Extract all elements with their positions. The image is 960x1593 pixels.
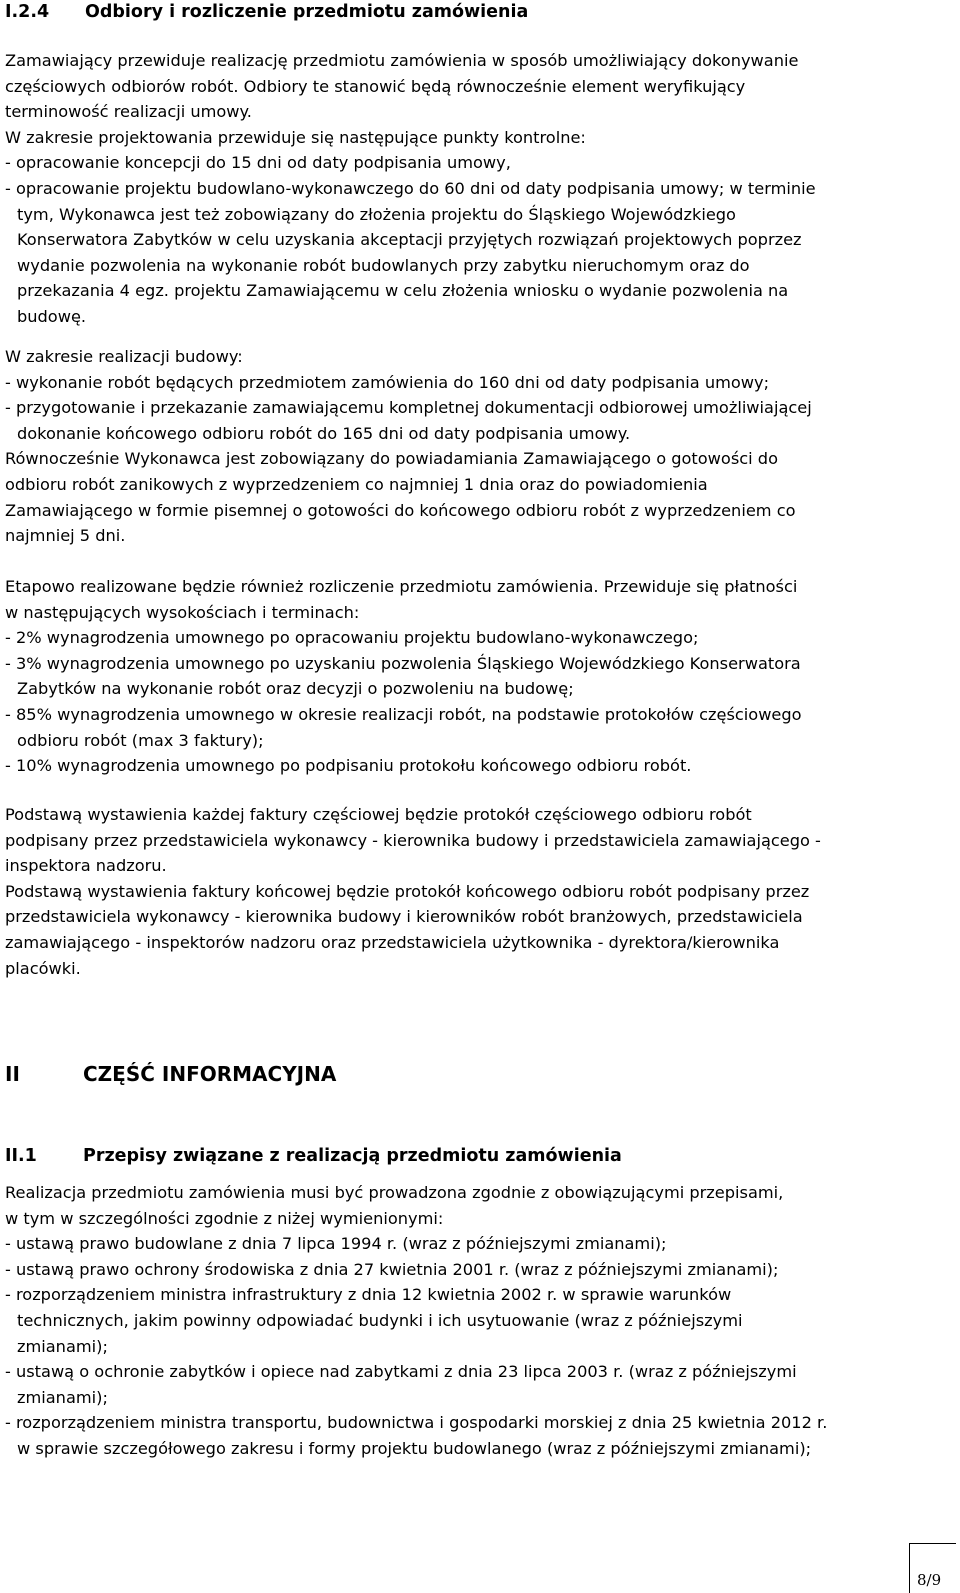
- text-line: inspektora nadzoru.: [5, 856, 167, 876]
- list-item-continuation: tym, Wykonawca jest też zobowiązany do złożenia projektu do Śląskiego Wojewódzkiego: [17, 204, 736, 224]
- paragraph-przepisy: [5, 1180, 953, 1462]
- list-item-continuation: przekazania 4 egz. projektu Zamawiającemu w celu złożenia wniosku o wydanie pozwolenia na: [17, 281, 789, 301]
- text-line: w tym w szczególności zgodnie z niżej wymienionymi:: [5, 1208, 444, 1228]
- text-line: częściowych odbiorów robót. Odbiory te stanowić będą równocześnie element weryfikujący: [5, 76, 746, 96]
- text-line: Równocześnie Wykonawca jest zobowiązany do powiadamiania Zamawiającego o gotowości do: [5, 449, 778, 469]
- text-line: terminowość realizacji umowy.: [5, 102, 252, 122]
- list-item: - opracowanie projektu budowlano-wykonawczego do 60 dni od daty podpisania umowy; w terminie: [5, 178, 816, 198]
- list-item-continuation: w sprawie szczegółowego zakresu i formy projektu budowlanego (wraz z późniejszymi zmianami);: [17, 1438, 812, 1458]
- list-item: - 10% wynagrodzenia umownego po podpisaniu protokołu końcowego odbioru robót.: [5, 756, 692, 776]
- list-item: - ustawą o ochronie zabytków i opiece nad zabytkami z dnia 23 lipca 2003 r. (wraz z późniejszymi: [5, 1362, 797, 1382]
- footer-divider: [910, 1543, 956, 1544]
- section-number: II: [5, 1062, 20, 1086]
- text-line: W zakresie realizacji budowy:: [5, 347, 243, 366]
- text-line: zamawiającego - inspektorów nadzoru oraz przedstawiciela użytkownika - dyrektora/kierownika: [5, 932, 780, 952]
- text-line: placówki.: [5, 958, 81, 978]
- section-number: II.1: [5, 1146, 37, 1166]
- paragraph-odbiory: [5, 48, 953, 330]
- list-item: - ustawą prawo budowlane z dnia 7 lipca 1994 r. (wraz z późniejszymi zmianami);: [5, 1234, 667, 1254]
- list-item-continuation: budowę.: [17, 306, 87, 326]
- section-number: I.2.4: [5, 2, 50, 22]
- list-item: - 85% wynagrodzenia umownego w okresie realizacji robót, na podstawie protokołów częściowego: [5, 704, 802, 724]
- text-line: podpisany przez przedstawiciela wykonawcy - kierownika budowy i przedstawiciela zamawiającego -: [5, 830, 821, 850]
- list-item: - 3% wynagrodzenia umownego po uzyskaniu pozwolenia Śląskiego Wojewódzkiego Konserwatora: [5, 653, 801, 673]
- text-line: w następujących wysokościach i terminach:: [5, 602, 360, 622]
- list-item: - rozporządzeniem ministra infrastruktury z dnia 12 kwietnia 2002 r. w sprawie warunków: [5, 1285, 732, 1305]
- list-item-continuation: zmianami);: [17, 1387, 108, 1407]
- list-item: - rozporządzeniem ministra transportu, budownictwa i gospodarki morskiej z dnia 25 kwietnia 2012 r.: [5, 1413, 828, 1433]
- list-item: - wykonanie robót będących przedmiotem zamówienia do 160 dni od daty podpisania umowy;: [5, 372, 770, 392]
- section-heading-ii1: [5, 1146, 622, 1166]
- page-footer: [0, 1535, 960, 1593]
- list-item-continuation: zmianami);: [17, 1336, 108, 1356]
- list-item-continuation: Zabytków na wykonanie robót oraz decyzji o pozwoleniu na budowę;: [17, 679, 574, 699]
- text-line: Podstawą wystawienia faktury końcowej będzie protokół końcowego odbioru robót podpisany przez: [5, 881, 810, 901]
- list-item-continuation: odbioru robót (max 3 faktury);: [17, 730, 264, 750]
- text-line: Realizacja przedmiotu zamówienia musi być prowadzona zgodnie z obowiązującymi przepisami,: [5, 1183, 784, 1202]
- paragraph-platnosci: [5, 574, 953, 779]
- list-item-continuation: wydanie pozwolenia na wykonanie robót budowlanych przy zabytku nieruchomym oraz do: [17, 255, 750, 275]
- text-line: Podstawą wystawienia każdej faktury częściowej będzie protokół częściowego odbioru robót: [5, 805, 752, 824]
- text-line: Zamawiającego w formie pisemnej o gotowości do końcowego odbioru robót z wyprzedzeniem co: [5, 500, 796, 520]
- text-line: Etapowo realizowane będzie również rozliczenie przedmiotu zamówienia. Przewiduje się płatności: [5, 577, 798, 596]
- text-line: Zamawiający przewiduje realizację przedmiotu zamówienia w sposób umożliwiający dokonywanie: [5, 51, 799, 70]
- list-item-continuation: technicznych, jakim powinny odpowiadać budynki i ich usytuowanie (wraz z późniejszymi: [17, 1310, 743, 1330]
- section-heading-ii: [5, 1062, 336, 1086]
- paragraph-faktury: [5, 802, 953, 981]
- text-line: przedstawiciela wykonawcy - kierownika budowy i kierowników robót branżowych, przedstawiciela: [5, 907, 803, 927]
- footer-separator: [909, 1543, 910, 1593]
- section-title: Odbiory i rozliczenie przedmiotu zamówienia: [85, 2, 529, 22]
- list-item: - przygotowanie i przekazanie zamawiającemu kompletnej dokumentacji odbiorowej umożliwiającej: [5, 398, 812, 418]
- section-title: CZĘŚĆ INFORMACYJNA: [83, 1062, 337, 1086]
- list-item-continuation: Konserwatora Zabytków w celu uzyskania akceptacji przyjętych rozwiązań projektowych poprzez: [17, 230, 802, 250]
- paragraph-realizacja-budowy: [5, 344, 953, 549]
- text-line: W zakresie projektowania przewiduje się następujące punkty kontrolne:: [5, 127, 586, 147]
- page-number: 8/9: [917, 1571, 942, 1589]
- text-line: najmniej 5 dni.: [5, 526, 126, 546]
- list-item-continuation: dokonanie końcowego odbioru robót do 165 dni od daty podpisania umowy.: [17, 423, 631, 443]
- section-title: Przepisy związane z realizacją przedmiotu zamówienia: [83, 1146, 622, 1166]
- list-item: - opracowanie koncepcji do 15 dni od daty podpisania umowy,: [5, 153, 511, 173]
- section-heading-i24: [5, 2, 528, 22]
- text-line: odbioru robót zanikowych z wyprzedzeniem co najmniej 1 dnia oraz do powiadomienia: [5, 474, 708, 494]
- list-item: - ustawą prawo ochrony środowiska z dnia 27 kwietnia 2001 r. (wraz z późniejszymi zmianami);: [5, 1259, 779, 1279]
- list-item: - 2% wynagrodzenia umownego po opracowaniu projektu budowlano-wykonawczego;: [5, 628, 699, 648]
